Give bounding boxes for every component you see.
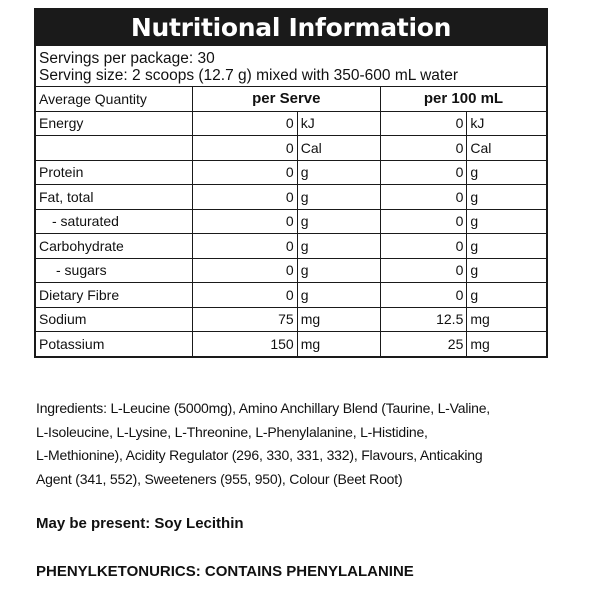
serving-size: Serving size: 2 scoops (12.7 g) mixed with 350-600 mL water [39, 67, 458, 84]
nutrition-table [36, 87, 546, 356]
ingredients-line: Agent (341, 552), Sweeteners (955, 950), Colour (Beet Root) [36, 470, 403, 487]
table-row [36, 258, 546, 283]
per-serve-unit: g [297, 283, 380, 308]
nutrition-panel [34, 8, 548, 358]
nutrient-label: Sodium [36, 307, 192, 332]
per-100-unit: g [467, 160, 546, 185]
header-average-quantity: Average Quantity [36, 87, 192, 111]
per-100-value: 0 [380, 209, 466, 234]
nutrient-label [36, 136, 192, 161]
per-serve-unit: g [297, 234, 380, 259]
per-serve-unit: g [297, 258, 380, 283]
ingredients-line: L-Isoleucine, L-Lysine, L-Threonine, L-Phenylalanine, L-Histidine, [36, 423, 428, 440]
table-row [36, 283, 546, 308]
per-100-value: 0 [380, 111, 466, 136]
per-100-value: 0 [380, 234, 466, 259]
header-per-100ml: per 100 mL [380, 87, 546, 111]
per-serve-value: 0 [192, 234, 297, 259]
per-100-unit: g [467, 258, 546, 283]
per-100-value: 0 [380, 160, 466, 185]
nutrient-label: - sugars [36, 258, 192, 283]
table-row [36, 209, 546, 234]
servings-per-package: Servings per package: 30 [39, 50, 215, 67]
per-serve-value: 0 [192, 160, 297, 185]
ingredients-text [36, 397, 556, 491]
nutrient-label: Fat, total [36, 185, 192, 210]
per-serve-value: 0 [192, 185, 297, 210]
per-serve-unit: mg [297, 332, 380, 356]
header-per-serve: per Serve [192, 87, 380, 111]
table-row [36, 160, 546, 185]
table-row [36, 185, 546, 210]
table-row [36, 307, 546, 332]
nutrient-label: Potassium [36, 332, 192, 356]
per-100-value: 0 [380, 283, 466, 308]
per-100-unit: Cal [467, 136, 546, 161]
per-100-unit: mg [470, 335, 490, 352]
per-serve-unit: g [297, 185, 380, 210]
per-100-unit: g [467, 185, 546, 210]
table-row [36, 332, 546, 356]
table-row [36, 136, 546, 161]
per-100-unit: g [467, 234, 546, 259]
per-100-value: 0 [380, 258, 466, 283]
per-serve-unit: g [297, 209, 380, 234]
per-100-unit: mg [467, 307, 546, 332]
panel-title: Nutritional Information [36, 10, 546, 46]
per-100-unit: g [467, 283, 546, 308]
nutrient-label: Protein [36, 160, 192, 185]
per-100-value: 0 [380, 185, 466, 210]
nutrient-label: Dietary Fibre [36, 283, 192, 308]
ingredients-line: L-Methionine), Acidity Regulator (296, 330, 331, 332), Flavours, Anticaking [36, 447, 483, 463]
per-serve-value: 0 [192, 111, 297, 136]
servings-info [36, 46, 546, 87]
per-serve-value: 150 [192, 332, 297, 356]
ingredients-line: Ingredients: L-Leucine (5000mg), Amino Anchillary Blend (Taurine, L-Valine, [36, 400, 491, 416]
per-100-value: 12.5 [380, 307, 466, 332]
per-100-value: 25 [380, 332, 466, 356]
per-serve-unit: g [297, 160, 380, 185]
per-100-value: 0 [380, 136, 466, 161]
per-serve-value: 0 [192, 209, 297, 234]
table-row [36, 234, 546, 259]
per-100-unit: kJ [467, 111, 546, 136]
per-serve-unit: kJ [297, 111, 380, 136]
per-100-unit: g [467, 209, 546, 234]
nutrient-label: Carbohydrate [36, 234, 192, 259]
per-serve-value: 0 [192, 283, 297, 308]
nutrient-label: - saturated [36, 209, 192, 234]
per-serve-value: 0 [192, 258, 297, 283]
table-row [36, 111, 546, 136]
per-serve-value: 75 [192, 307, 297, 332]
phenylketonurics-warning: PHENYLKETONURICS: CONTAINS PHENYLALANINE [36, 563, 414, 580]
table-header-row [36, 87, 546, 111]
may-be-present: May be present: Soy Lecithin [36, 515, 244, 532]
nutrient-label: Energy [36, 111, 192, 136]
per-serve-unit: mg [297, 307, 380, 332]
per-serve-value: 0 [192, 136, 297, 161]
per-serve-unit: Cal [297, 136, 380, 161]
